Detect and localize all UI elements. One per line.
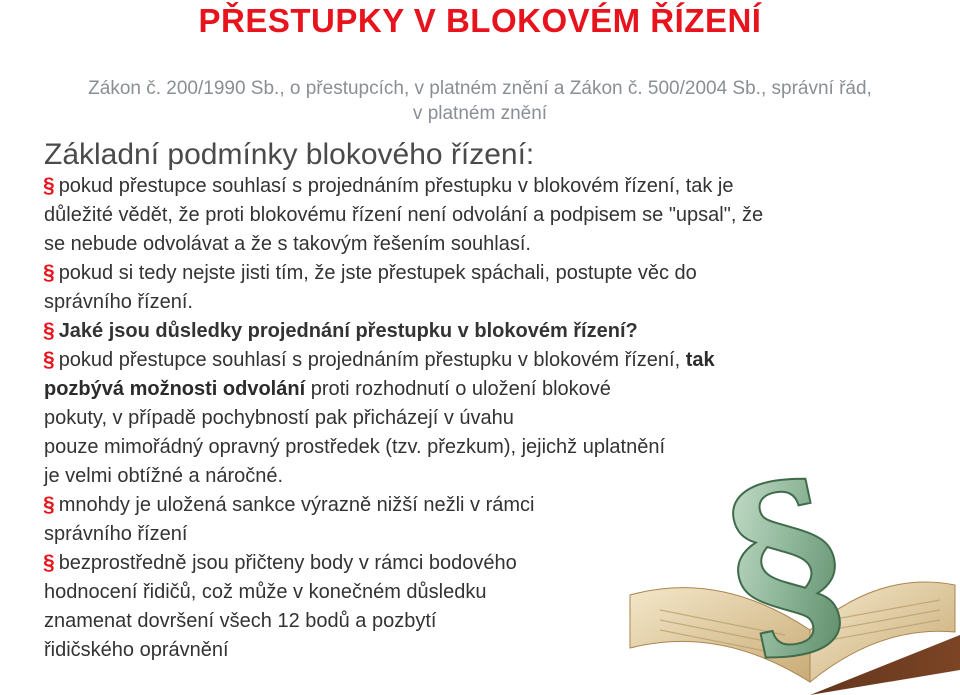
p4-line-2a: pozbývá možnosti odvolání [44,378,306,400]
subtitle-line-1: Zákon č. 200/1990 Sb., o přestupcích, v platném znění a Zákon č. 500/2004 Sb., správní řád, [88,78,872,99]
section-bullet-icon: § [43,348,55,371]
p6-line-1: bezprostředně jsou přičteny body v rámci bodového [58,552,517,574]
paragraph-symbol-icon: § [705,430,865,695]
p6-line-2: hodnocení řidičů, což může v konečném důsledku [44,581,487,603]
section-bullet-icon: § [43,174,55,197]
paragraph-3 [44,316,638,346]
paragraph-6 [44,548,517,665]
subtitle [0,76,960,126]
paragraph-4 [44,345,715,491]
section-bullet-icon: § [43,261,55,284]
subtitle-line-2: v platném znění [412,103,548,124]
p1-line-3: se nebude odvolávat a že s takovým řešením souhlasí. [44,233,531,255]
p1-line-1: pokud přestupce souhlasí s projednáním přestupku v blokovém řízení, tak je [58,175,734,197]
p6-line-3: znamenat dovršení všech 12 bodů a pozbytí [44,610,437,632]
p4-line-5: je velmi obtížné a náročné. [44,465,284,487]
p2-line-1: pokud si tedy nejste jisti tím, že jste přestupek spáchali, postupte věc do [58,262,697,284]
page-title: PŘESTUPKY V BLOKOVÉM ŘÍZENÍ [198,2,762,39]
p6-line-4: řidičského oprávnění [44,639,229,661]
paragraph-5 [44,490,534,549]
section-bullet-icon: § [43,551,55,574]
paragraph-1 [44,171,763,259]
p1-line-2: důležité vědět, že proti blokovému řízení není odvolání a podpisem se "upsal", že [44,204,764,226]
p4-line-2b: proti rozhodnutí o uložení blokové [305,378,611,400]
p4-line-1a: pokud přestupce souhlasí s projednáním přestupku v blokovém řízení, [58,349,686,371]
p3-line-1: Jaké jsou důsledky projednání přestupku v blokovém řízení? [58,320,638,342]
p2-line-2: správního řízení. [44,291,193,313]
section-bullet-icon: § [43,319,55,342]
section-bullet-icon: § [43,493,55,516]
p4-line-3: pokuty, v případě pochybností pak přicházejí v úvahu [44,407,514,429]
p4-line-1b: tak [685,349,715,371]
section-heading: Základní podmínky blokového řízení: [44,138,535,171]
p5-line-1: mnohdy je uložená sankce výrazně nižší nežli v rámci [58,494,535,516]
p4-line-4: pouze mimořádný opravný prostředek (tzv. přezkum), jejichž uplatnění [44,436,666,458]
p5-line-2: správního řízení [44,523,188,545]
paragraph-2 [44,258,697,317]
